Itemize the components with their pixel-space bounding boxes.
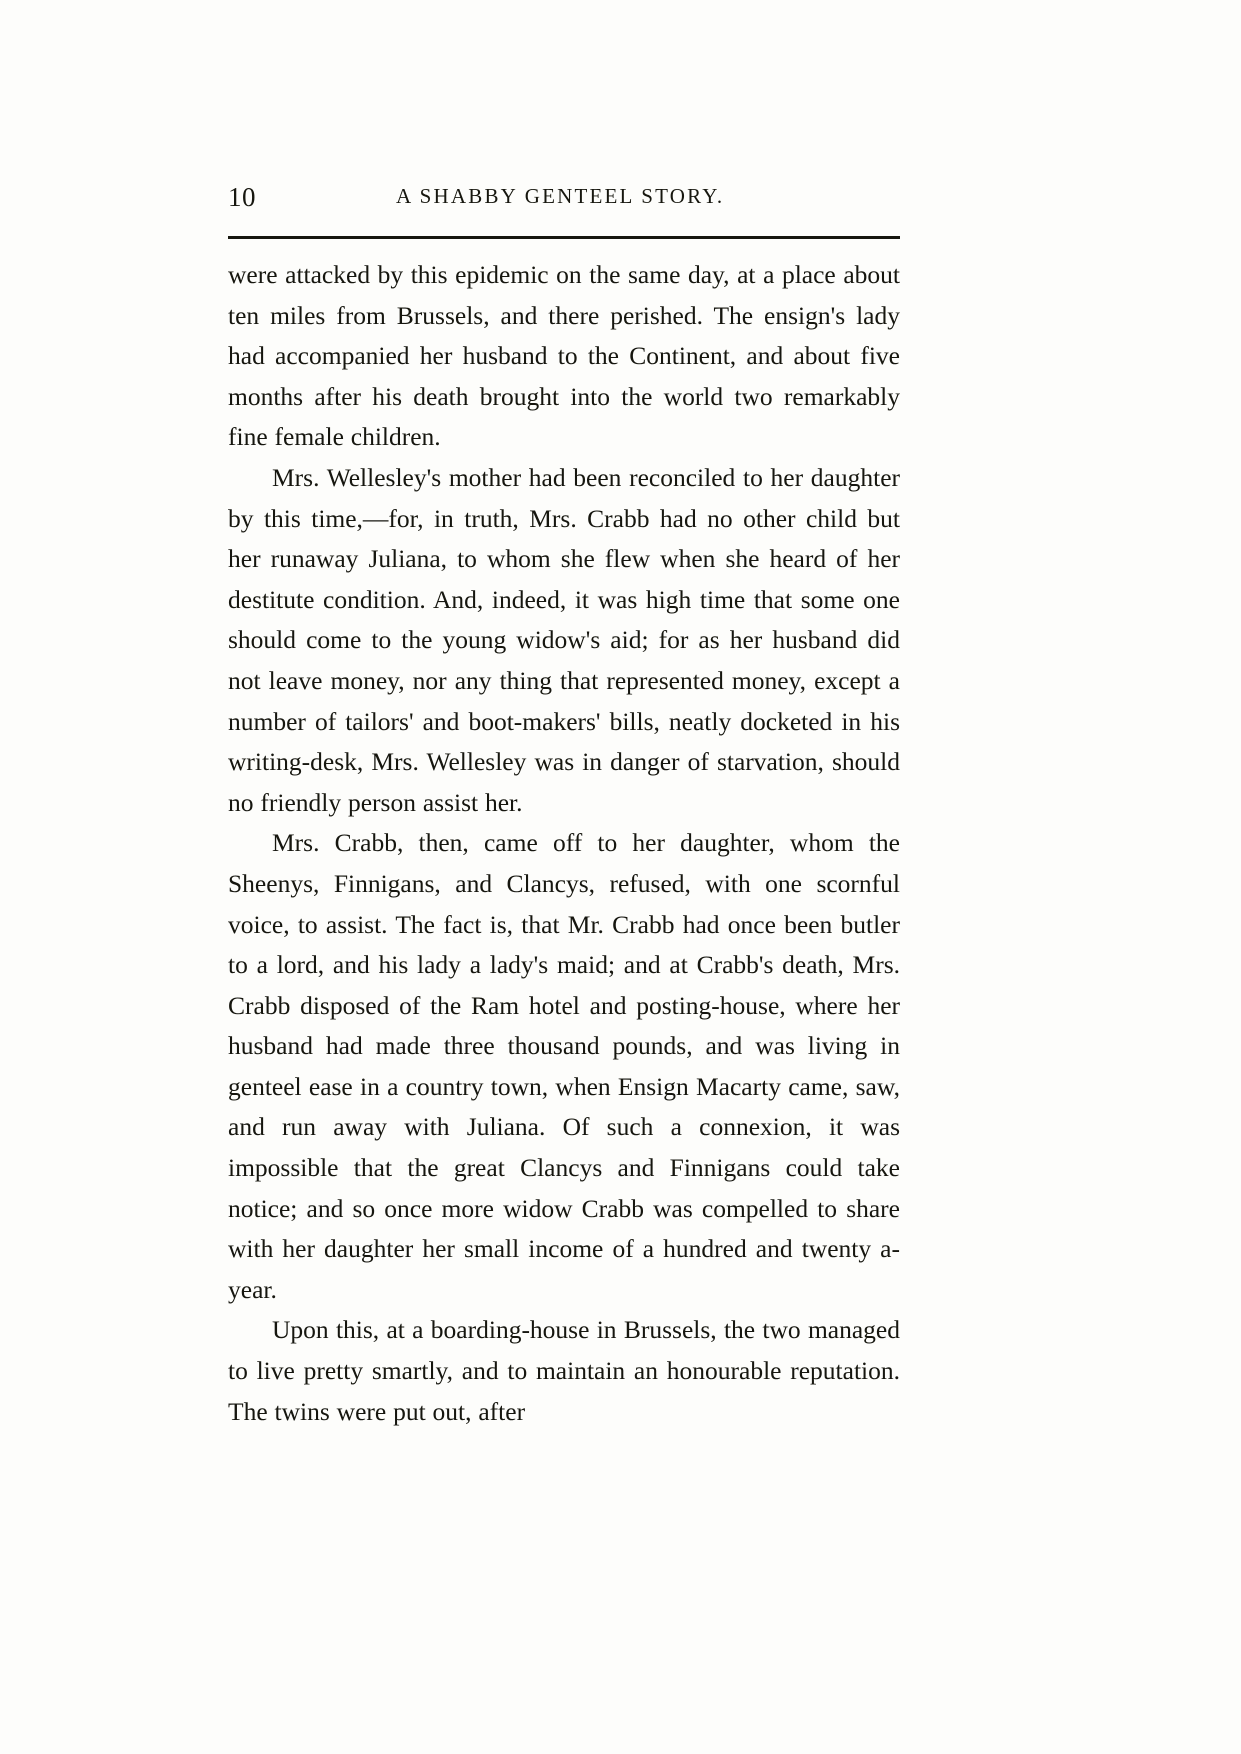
page-number: 10 <box>228 182 256 212</box>
paragraph: Mrs. Crabb, then, came off to her daughter, whom the Sheenys, Finnigans, and Clancys, refused, with one scornful voice, to assist. The fact is, that Mr. Crabb had once been butler to a lord, and his lady a lady's maid; and at Crabb's death, Mrs. Crabb disposed of the Ram hotel and posting-house, where her husband had made three thousand pounds, and was living in genteel ease in a country town, when Ensign Macarty came, saw, and run away with Juliana. Of such a connexion, it was impossible that the great Clancys and Finnigans could take notice; and so once more widow Crabb was compelled to share with her daughter her small income of a hundred and twenty a-year. <box>228 828 900 1304</box>
body-text <box>228 255 900 1432</box>
running-title: A SHABBY GENTEEL STORY. <box>396 184 725 208</box>
page-content <box>228 182 900 1432</box>
header-rule <box>228 236 900 239</box>
paragraph: Upon this, at a boarding-house in Brussels, the two managed to live pretty smartly, and to maintain an honourable reputation. The twins were put out, after <box>228 1315 900 1426</box>
paragraph: Mrs. Wellesley's mother had been reconciled to her daughter by this time,—for, in truth, Mrs. Crabb had no other child but her runaway Juliana, to whom she flew when she heard of her destitute condition. And, indeed, it was high time that some one should come to the young widow's aid; for as her husband did not leave money, nor any thing that represented money, except a number of tailors' and boot-makers' bills, neatly docketed in his writing-desk, Mrs. Wellesley was in danger of starvation, should no friendly person assist her. <box>228 462 900 817</box>
paragraph: were attacked by this epidemic on the same day, at a place about ten miles from Brussels, and there perished. The ensign's lady had accompanied her husband to the Continent, and about five months after his death brought into the world two remarkably fine female children. <box>228 260 900 452</box>
page-header <box>228 182 900 222</box>
